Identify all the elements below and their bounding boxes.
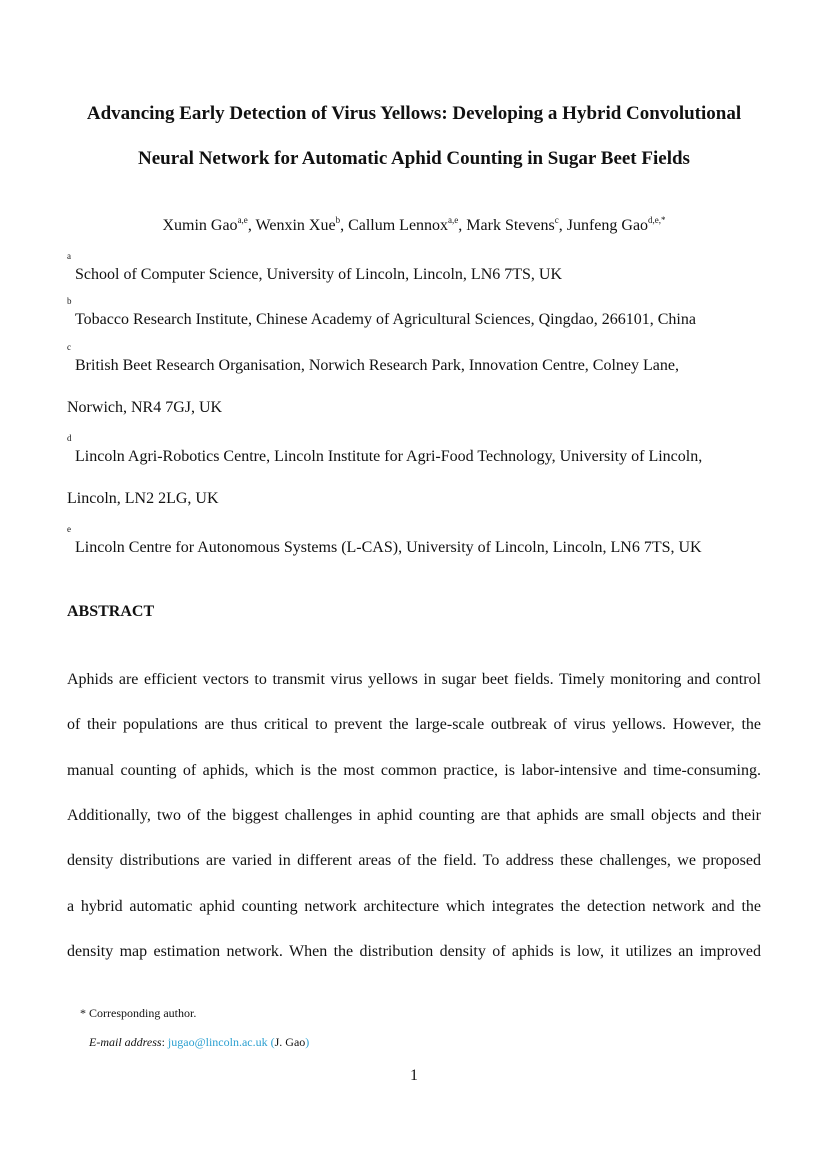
abstract-line: density map estimation network. When the distribution density of aphids is low, it utilizes an improved <box>67 943 761 960</box>
author-list <box>40 216 788 236</box>
affiliation-mark: c <box>67 342 71 352</box>
abstract-line: manual counting of aphids, which is the most common practice, is labor-intensive and time-consuming. <box>67 762 761 779</box>
affiliation-text: Lincoln Agri-Robotics Centre, Lincoln Institute for Agri-Food Technology, University of Lincoln, <box>75 448 703 465</box>
abstract-line: of their populations are thus critical to prevent the large-scale outbreak of virus yellows. However, the <box>67 716 761 733</box>
email-link[interactable]: jugao@lincoln.ac.uk <box>167 1035 268 1049</box>
author-separator: , <box>247 217 256 234</box>
affiliation-b <box>67 296 767 330</box>
author-name: Wenxin Xue <box>255 217 336 234</box>
author-affiliation-mark: c <box>554 215 559 225</box>
abstract-line: a hybrid automatic aphid counting network architecture which integrates the detection network and the <box>67 898 761 915</box>
affiliation-a <box>67 251 767 285</box>
email-owner: J. Gao <box>274 1035 306 1049</box>
author-affiliation-mark: a,e <box>448 215 459 225</box>
abstract-heading: ABSTRACT <box>67 603 155 620</box>
abstract-line: Aphids are efficient vectors to transmit virus yellows in sugar beet fields. Timely monitoring and control <box>67 671 761 688</box>
affiliation-mark: a <box>67 251 71 261</box>
author-affiliation-mark: a,e <box>237 215 248 225</box>
email-label: E-mail address <box>89 1035 162 1049</box>
paper-title-line-1: Advancing Early Detection of Virus Yellows: Developing a Hybrid Convolutional <box>86 103 742 124</box>
affiliation-text: Tobacco Research Institute, Chinese Academy of Agricultural Sciences, Qingdao, 266101, China <box>75 311 696 328</box>
email-colon: : <box>161 1035 168 1049</box>
author-separator: , <box>558 217 567 234</box>
author-affiliation-mark: b <box>335 215 341 225</box>
affiliation-e <box>67 524 767 558</box>
email-owner-close: ) <box>305 1035 310 1049</box>
author-name: Mark Stevens <box>466 217 555 234</box>
paper-title-line-2: Neural Network for Automatic Aphid Counting in Sugar Beet Fields <box>138 148 690 169</box>
affiliation-mark: b <box>67 296 72 306</box>
affiliation-mark: e <box>67 524 71 534</box>
affiliation-text: Lincoln Centre for Autonomous Systems (L-CAS), University of Lincoln, Lincoln, LN6 7TS, UK <box>75 539 702 556</box>
abstract-line: Additionally, two of the biggest challenges in aphid counting are that aphids are small objects and their <box>67 807 761 824</box>
affiliation-mark: d <box>67 433 72 443</box>
affiliation-c <box>67 342 767 376</box>
abstract-line: density distributions are varied in different areas of the field. To address these challenges, we proposed <box>67 852 761 869</box>
email-footnote <box>89 1034 309 1050</box>
author-affiliation-mark: d,e,* <box>648 215 666 225</box>
page-number: 1 <box>410 1067 418 1084</box>
affiliation-c-continuation: Norwich, NR4 7GJ, UK <box>67 399 223 416</box>
affiliation-text: British Beet Research Organisation, Norwich Research Park, Innovation Centre, Colney Lane, <box>75 357 679 374</box>
affiliation-text: School of Computer Science, University of Lincoln, Lincoln, LN6 7TS, UK <box>75 266 563 283</box>
affiliation-d <box>67 433 767 467</box>
corresponding-author-note: * Corresponding author. <box>80 1006 197 1020</box>
author-name: Xumin Gao <box>162 217 238 234</box>
author-separator: , <box>458 217 467 234</box>
affiliation-d-continuation: Lincoln, LN2 2LG, UK <box>67 490 219 507</box>
email-owner-open: ( <box>267 1035 275 1049</box>
author-name: Callum Lennox <box>348 217 449 234</box>
author-name: Junfeng Gao <box>566 217 649 234</box>
author-separator: , <box>340 217 349 234</box>
